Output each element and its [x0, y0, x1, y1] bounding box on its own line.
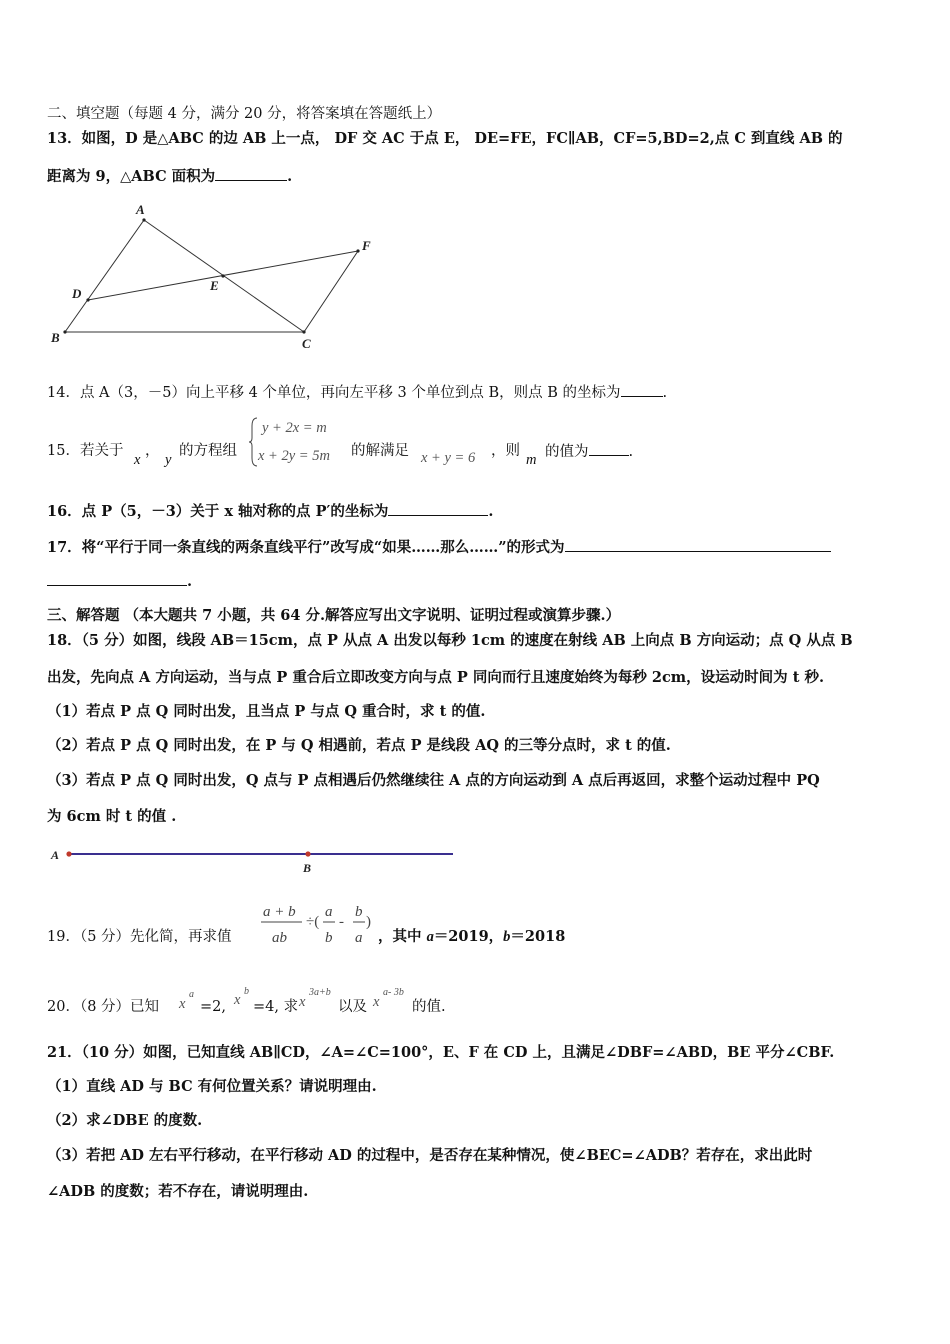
- q19-a-val: ＝2019，: [433, 928, 504, 945]
- q20-x4: x: [373, 994, 380, 1010]
- q15-comma: ，: [145, 443, 160, 459]
- q20-v2: =4, 求: [253, 999, 299, 1015]
- q17-answer-blank-1[interactable]: [565, 537, 831, 552]
- q13-end: .: [287, 168, 293, 185]
- q16-line: [47, 501, 493, 522]
- q20-x3: x: [299, 994, 306, 1010]
- q20-x2: x: [234, 992, 241, 1008]
- q19-b-var: b: [503, 929, 511, 945]
- q20-prefix: 20．（8 分）已知: [47, 999, 160, 1015]
- q15-mid: 的方程组: [179, 443, 237, 459]
- q20-exp3: 3a+b: [309, 987, 331, 998]
- q18-line1: 18．（5 分）如图，线段 AB＝15cm，点 P 从点 A 出发以每秒 1cm 的速度在射线 AB 上向点 B 方向运动；点 Q 从点 B: [47, 632, 853, 649]
- q16-answer-blank[interactable]: [388, 501, 488, 516]
- q16-text: 16．点 P（5，－3）关于 x 轴对称的点 P′的坐标为: [47, 503, 389, 520]
- point-f: [356, 249, 359, 252]
- close-paren: ): [366, 914, 371, 930]
- label-a: A: [51, 848, 60, 862]
- point-a: [142, 218, 145, 221]
- label-e: E: [210, 278, 219, 293]
- point-c: [302, 330, 305, 333]
- q15-suffix-line: [545, 441, 633, 462]
- q20-exp1: a: [189, 989, 194, 1000]
- frac1-numerator: a + b: [263, 904, 296, 920]
- q17-line2: [47, 571, 192, 592]
- q15-suffix: 的值为: [545, 444, 589, 460]
- point-b-dot: [305, 851, 310, 856]
- q16-end: .: [488, 503, 494, 520]
- q13-triangle-figure: [40, 198, 390, 353]
- q14-text: 14．点 A（3，－5）向上平移 4 个单位，再向左平移 3 个单位到点 B，则点 B 的坐标为: [47, 385, 621, 401]
- q14-end: .: [662, 385, 668, 401]
- point-d: [86, 298, 89, 301]
- frac2-numerator: a: [325, 904, 333, 920]
- q20-x1: x: [179, 996, 186, 1012]
- q15-mid2: 的解满足: [351, 443, 409, 459]
- section2-header: 二、填空题（每题 4 分，满分 20 分，将答案填在答题纸上）: [47, 106, 442, 122]
- label-a: A: [136, 202, 145, 217]
- q13-line2-text: 距离为 9，△ABC 面积为: [47, 168, 216, 185]
- frac3-denominator: a: [355, 930, 363, 946]
- q21-part3-b: ∠ADB 的度数；若不存在，请说明理由.: [47, 1183, 309, 1200]
- label-b: B: [303, 861, 312, 875]
- q19-expression: [258, 900, 378, 952]
- q20-mid: 以及: [338, 999, 367, 1015]
- q19-suffix-pre: ，其中: [378, 928, 427, 945]
- label-f: F: [362, 238, 371, 253]
- q20-exp2: b: [244, 986, 249, 997]
- q21-part3-a: （3）若把 AD 左右平行移动，在平行移动 AD 的过程中，是否存在某种情况，使∠BEC=∠ADB？若存在，求出此时: [47, 1147, 813, 1164]
- q18-segment-figure: [45, 842, 465, 878]
- q13-answer-blank[interactable]: [215, 166, 287, 181]
- q15-cond: x + y = 6: [421, 450, 476, 466]
- q17-text: 17．将“平行于同一条直线的两条直线平行”改写成“如果……那么……”的形式为: [47, 539, 565, 556]
- divide-open: ÷(: [306, 914, 320, 930]
- q15-prefix: 15．若关于: [47, 443, 124, 459]
- label-d: D: [72, 286, 82, 301]
- q20-exp4: a- 3b: [383, 987, 404, 998]
- label-b: B: [51, 330, 60, 345]
- frac3-numerator: b: [355, 904, 363, 920]
- q21-line1: 21．（10 分）如图，已知直线 AB∥CD，∠A=∠C=100°，E、F 在 CD 上，且满足∠DBF=∠ABD，BE 平分∠CBF.: [47, 1044, 835, 1061]
- q15-mid3: ，则: [491, 443, 520, 459]
- q15-eq1: y + 2x = m: [262, 420, 327, 436]
- q18-part3-b: 为 6cm 时 t 的值 .: [47, 808, 177, 825]
- q15-answer-blank[interactable]: [589, 441, 629, 456]
- segment-ab: [65, 220, 144, 332]
- frac1-denominator: ab: [272, 930, 287, 946]
- q18-line2: 出发，先向点 A 方向运动，当与点 P 重合后立即改变方向与点 P 同向而行且速度始终为每秒 2cm，设运动时间为 t 秒.: [47, 669, 824, 686]
- q17-end: .: [187, 573, 193, 590]
- point-b: [63, 330, 66, 333]
- q15-var-y: y: [165, 452, 172, 468]
- q19-prefix: 19．（5 分）先化简，再求值: [47, 929, 232, 945]
- q18-part2: （2）若点 P 点 Q 同时出发，在 P 与 Q 相遇前，若点 P 是线段 AQ 的三等分点时，求 t 的值.: [47, 737, 671, 754]
- q17-answer-blank-2[interactable]: [47, 571, 187, 586]
- q20-v1: =2,: [200, 999, 226, 1015]
- label-c: C: [302, 336, 311, 351]
- q18-part3-a: （3）若点 P 点 Q 同时出发，Q 点与 P 点相遇后仍然继续往 A 点的方向运动到 A 点后再返回，求整个运动过程中 PQ: [47, 772, 820, 789]
- q14-line: [47, 382, 667, 403]
- q15-var-x: x: [134, 452, 141, 468]
- point-e: [221, 274, 224, 277]
- q17-line1: [47, 537, 831, 558]
- q21-part2: （2）求∠DBE 的度数.: [47, 1112, 203, 1129]
- minus-sign: -: [339, 914, 344, 930]
- q14-answer-blank[interactable]: [621, 382, 663, 397]
- q15-var-m: m: [526, 452, 537, 468]
- frac2-denominator: b: [325, 930, 333, 946]
- point-a-dot: [66, 851, 71, 856]
- q20-suffix: 的值.: [412, 999, 446, 1015]
- q21-part1: （1）直线 AD 与 BC 有何位置关系？请说明理由.: [47, 1078, 377, 1095]
- q19-a-var: a: [426, 929, 434, 945]
- q13-line2: [47, 166, 292, 187]
- segment-fc: [304, 251, 358, 332]
- q13-line1: 13．如图，D 是△ABC 的边 AB 上一点， DF 交 AC 于点 E， DE=FE，FC∥AB，CF=5,BD=2,点 C 到直线 AB 的: [47, 130, 843, 147]
- q15-eq2: x + 2y = 5m: [258, 448, 330, 464]
- section3-header: 三、解答题 （本大题共 7 小题，共 64 分.解答应写出文字说明、证明过程或演算步骤.）: [47, 607, 621, 624]
- q19-b-val: ＝2018: [510, 928, 566, 945]
- q18-part1: （1）若点 P 点 Q 同时出发，且当点 P 与点 Q 重合时，求 t 的值.: [47, 703, 486, 720]
- q15-end: .: [628, 444, 634, 460]
- q19-suffix: [378, 927, 565, 947]
